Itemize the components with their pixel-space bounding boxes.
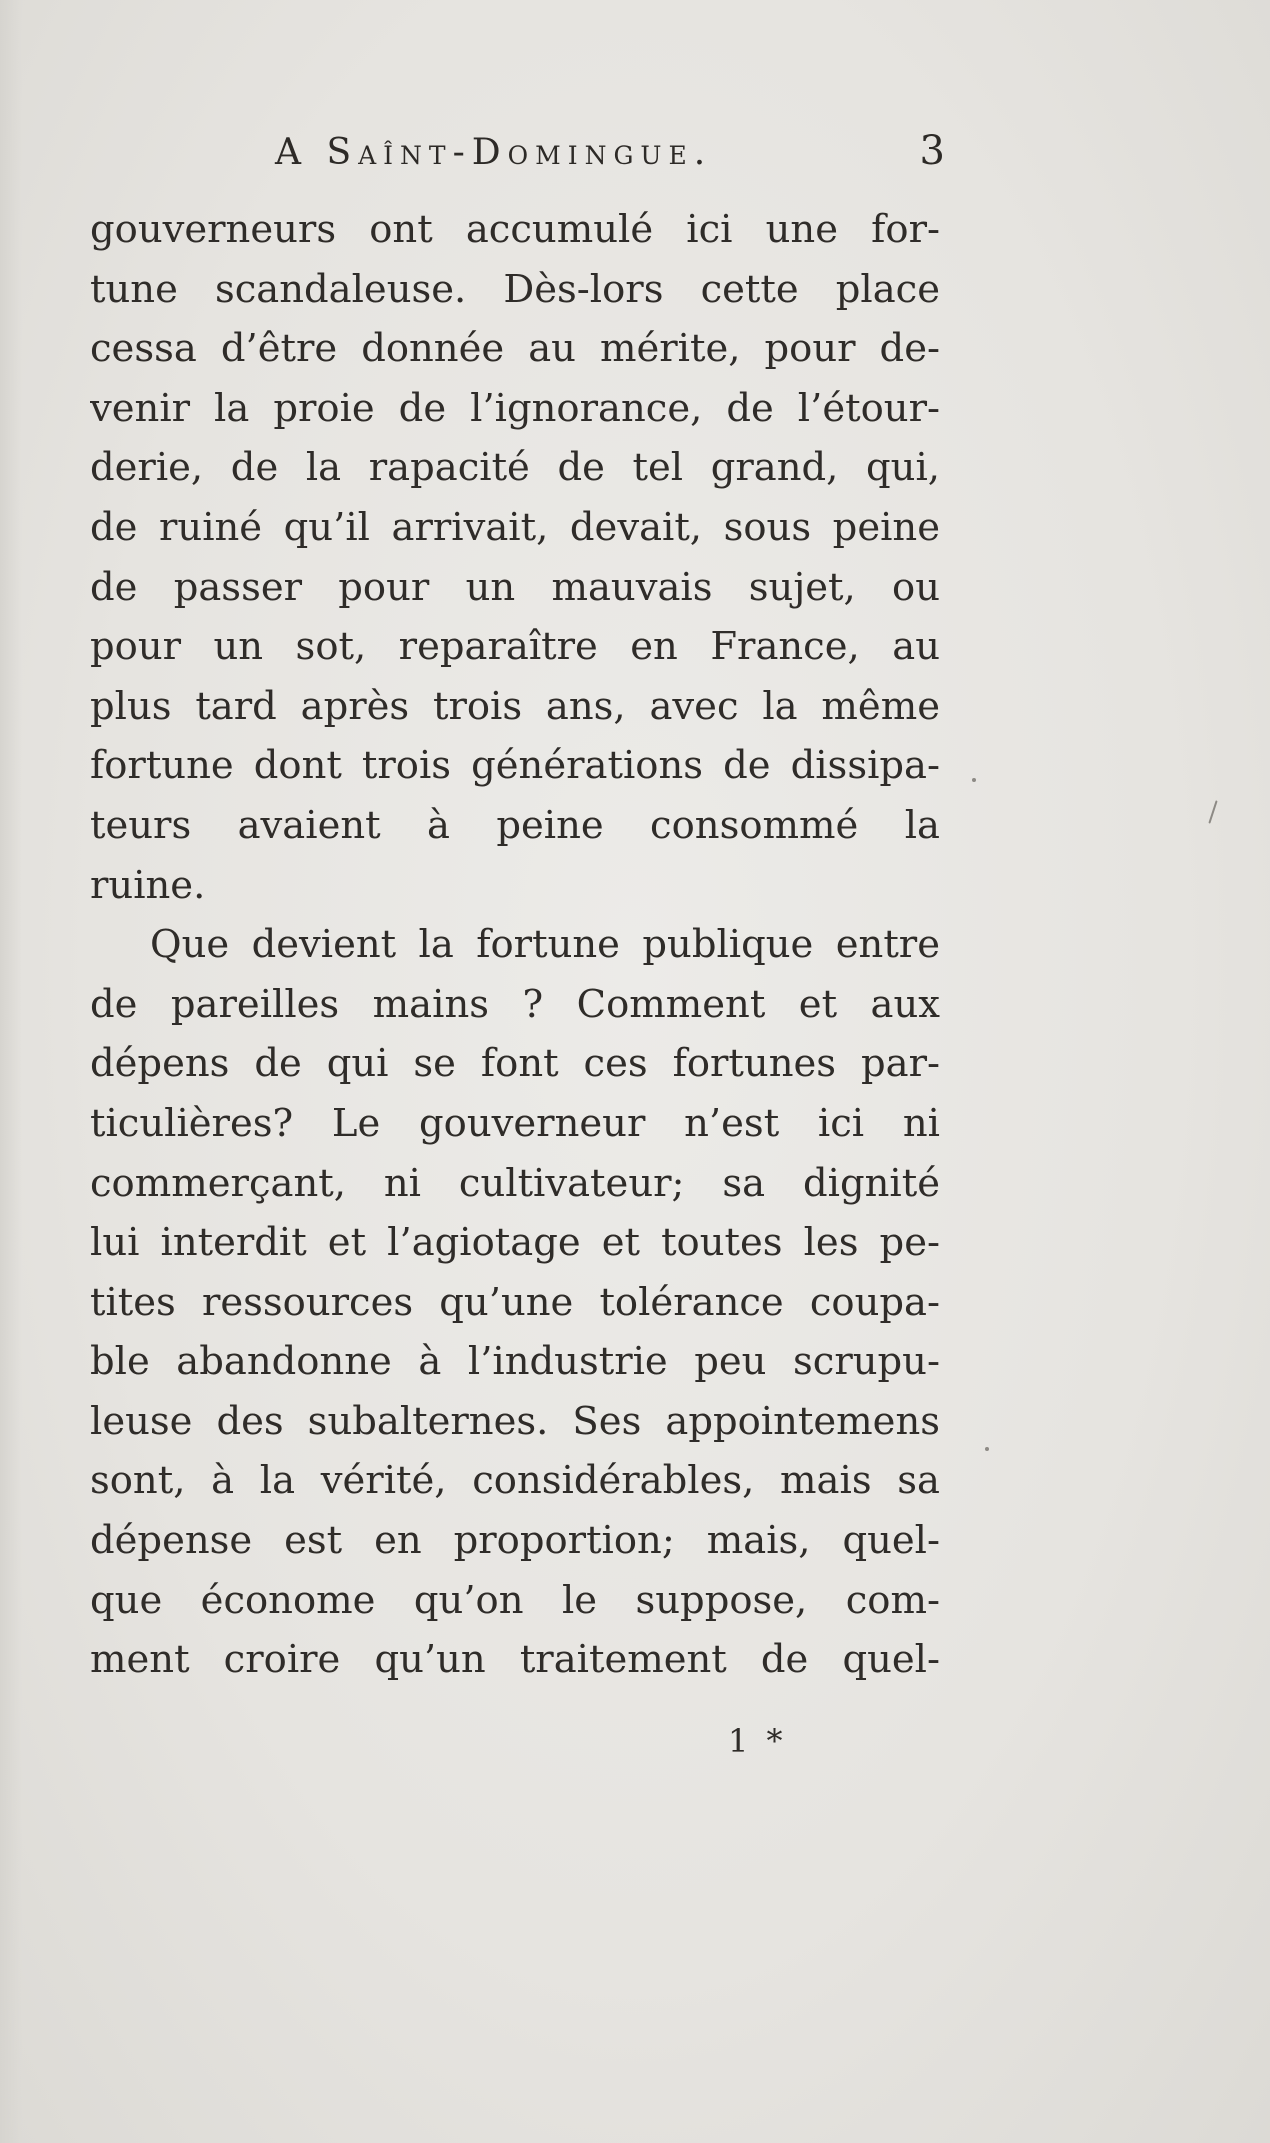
paper-speck xyxy=(972,778,976,782)
paragraph-2 xyxy=(90,915,940,1690)
text-line: dépense est en proportion; mais, quel- xyxy=(90,1518,940,1564)
text-line: que économe qu’on le suppose, com- xyxy=(90,1577,940,1623)
text-line: ticulières? Le gouverneur n’est ici ni xyxy=(90,1100,940,1146)
body-text xyxy=(90,200,940,1690)
text-line: venir la proie de l’ignorance, de l’étour- xyxy=(90,385,940,431)
text-line: cessa d’être donnée au mérite, pour de- xyxy=(90,326,940,372)
text-line: tites ressources qu’une tolérance coupa- xyxy=(90,1279,940,1325)
text-line: de ruiné qu’il arrivait, devait, sous peine xyxy=(90,504,940,550)
text-line: ruine. xyxy=(90,862,206,908)
text-line: lui interdit et l’agiotage et toutes les pe- xyxy=(90,1220,940,1266)
page-header xyxy=(275,128,945,192)
signature-mark: 1 * xyxy=(728,1722,787,1760)
text-line: fortune dont trois générations de dissipa- xyxy=(90,743,940,789)
text-line: derie, de la rapacité de tel grand, qui, xyxy=(90,445,940,491)
text-line: de passer pour un mauvais sujet, ou xyxy=(90,564,940,610)
text-line: plus tard après trois ans, avec la même xyxy=(90,683,940,729)
text-line: sont, à la vérité, considérables, mais sa xyxy=(90,1458,940,1504)
text-line: pour un sot, reparaître en France, au xyxy=(90,624,940,670)
text-line: leuse des subalternes. Ses appointemens xyxy=(90,1398,940,1444)
paper-speck xyxy=(985,1447,989,1451)
text-line: commerçant, ni cultivateur; sa dignité xyxy=(90,1160,940,1206)
text-line: tune scandaleuse. Dès-lors cette place xyxy=(90,266,940,312)
text-line: ment croire qu’un traitement de quel- xyxy=(90,1637,940,1683)
paper-speck xyxy=(1208,800,1217,823)
running-title: A Saînt-Domingue. xyxy=(275,132,713,173)
paragraph-1 xyxy=(90,200,940,915)
page-number: 3 xyxy=(919,128,945,174)
text-line: dépens de qui se font ces fortunes par- xyxy=(90,1041,940,1087)
text-line: gouverneurs ont accumulé ici une for- xyxy=(90,207,940,252)
text-line: ble abandonne à l’industrie peu scrupu- xyxy=(90,1339,940,1385)
text-line: Que devient la fortune publique entre xyxy=(150,922,940,968)
text-line: de pareilles mains ? Comment et aux xyxy=(90,981,940,1027)
text-line: teurs avaient à peine consommé la xyxy=(90,802,940,848)
page-binding-shadow xyxy=(0,0,22,2143)
